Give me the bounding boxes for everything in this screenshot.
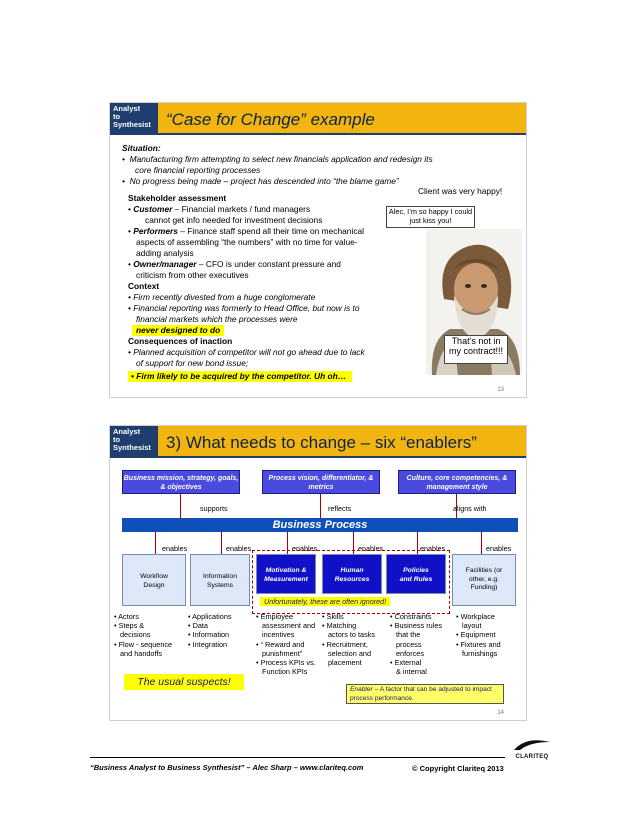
list-item: • Information (188, 630, 230, 640)
footer-rule (90, 757, 505, 758)
list-item: • Applications (188, 612, 232, 621)
list-item: process (396, 639, 422, 649)
enables-label: enables (358, 544, 384, 553)
situation-item: core financial reporting processes (135, 165, 261, 175)
header-tag (110, 426, 158, 458)
mission-box: Business mission, strategy, goals, & objectives (122, 470, 240, 494)
list-item: actors to tasks (328, 630, 376, 640)
stakeholder-label: Stakeholder assessment (128, 193, 227, 203)
consequences-item: of support for new bond issue; (136, 358, 249, 368)
list-motivation (256, 612, 316, 676)
situation-label: Situation: (122, 143, 161, 153)
usual-suspects-note: The usual suspects! (124, 674, 244, 690)
list-item: • Business rules (390, 621, 443, 631)
tag-line: to (113, 112, 121, 121)
owner-line: • Owner/manager – CFO is under constant pressure and (128, 259, 341, 269)
list-facilities (456, 612, 501, 658)
enables-label: enables (486, 544, 512, 553)
list-item: selection and (328, 648, 372, 658)
ignored-note: Unfortunately, these are often ignored! (260, 597, 390, 606)
slide-six-enablers (109, 425, 527, 721)
arrow-up (221, 532, 222, 554)
enabler-facilities: Facilities (or other, e.g. Funding) (452, 554, 516, 606)
enabler-human-resources: Human Resources (322, 554, 382, 594)
enabler-policies-rules: Policies and Rules (386, 554, 446, 594)
list-item: enforces (396, 648, 424, 658)
enables-label: enables (162, 544, 188, 553)
footer-copyright: © Copyright Clariteq 2013 (412, 764, 504, 773)
list-item: Function KPIs (262, 667, 308, 677)
aligns-with-label: aligns with (453, 504, 487, 513)
list-item: and handoffs (120, 648, 163, 658)
situation-item: • No progress being made – project has descended into “the blame game” (122, 176, 399, 186)
culture-box: Culture, core competencies, & management style (398, 470, 516, 494)
slide-title: 3) What needs to change – six “enablers” (166, 433, 477, 452)
list-item: • “ Reward and (256, 639, 305, 649)
list-human-resources (322, 612, 375, 667)
footer-citation: “Business Analyst to Business Synthesist” – Alec Sharp – www.clariteq.com (90, 763, 364, 772)
customer-line: cannot get info needed for investment decisions (145, 215, 323, 225)
context-label: Context (128, 281, 160, 291)
list-item: • External (390, 658, 422, 668)
enables-label: enables (292, 544, 318, 553)
enabler-definition-box: Enabler – A factor that can be adjusted to impact process performance. (346, 684, 504, 704)
list-workflow (114, 612, 172, 658)
list-item: • Skills (322, 612, 344, 621)
enabler-workflow-design: Workflow Design (122, 554, 186, 606)
list-item: • Employee (256, 612, 294, 621)
list-item: • Equipment (456, 630, 496, 640)
performers-line: adding analysis (136, 248, 194, 258)
list-item: placement (328, 658, 362, 668)
supports-label: supports (200, 504, 228, 513)
never-designed-highlight: never designed to do (132, 325, 224, 336)
reflects-label: reflects (328, 504, 352, 513)
final-item-highlight: • Firm likely to be acquired by the competitor. Uh oh… (128, 371, 352, 382)
list-item: • Recruitment, (322, 639, 368, 649)
tag-line: Synthesist (113, 443, 151, 452)
context-item: • Financial reporting was formerly to Head Office, but now is to (128, 303, 360, 313)
tag-line: to (113, 435, 121, 444)
page-number: 14 (497, 710, 504, 716)
arrow-up (180, 494, 181, 518)
customer-line: • Customer – Financial markets / fund managers (128, 204, 311, 214)
slide-case-for-change (109, 102, 527, 398)
slide-header (110, 103, 526, 135)
process-vision-box: Process vision, differentiator, & metrics (262, 470, 380, 494)
list-item: incentives (262, 630, 295, 640)
clariteq-logo (512, 738, 552, 760)
performers-line: aspects of assembling “the numbers” with no time for value- (136, 237, 358, 247)
enabler-information-systems: Information Systems (190, 554, 250, 606)
list-item: • Constraints (390, 612, 432, 621)
situation-item: • Manufacturing firm attempting to select new financials application and redesign its (122, 154, 433, 164)
list-item: assessment and (262, 621, 316, 631)
speech-bubble-happy: Alec, I’m so happy I could just kiss you! (386, 206, 475, 228)
list-item: • Workplace (456, 612, 495, 621)
speech-bubble-contract: That’s not in my contract!!! (444, 335, 508, 364)
tag-line: Analyst (113, 104, 141, 113)
list-policies (390, 612, 442, 676)
list-item: punishment” (262, 648, 303, 658)
header-tag (110, 103, 158, 135)
context-item: • Firm recently divested from a huge conglomerate (128, 292, 316, 302)
list-item: decisions (120, 630, 151, 640)
slide-header (110, 426, 526, 458)
list-item: that the (396, 630, 421, 640)
enables-label: enables (420, 544, 446, 553)
owner-line: criticism from other executives (136, 270, 249, 280)
slide-title: “Case for Change” example (166, 110, 375, 129)
logo-text: CLARITEQ (515, 754, 549, 760)
list-item: • Integration (188, 639, 228, 649)
performers-line: • Performers – Finance staff spend all their time on mechanical (128, 226, 365, 236)
list-item: • Data (188, 621, 208, 631)
enables-label: enables (226, 544, 252, 553)
list-item: • Fixtures and (456, 639, 501, 649)
client-note: Client was very happy! (418, 186, 503, 196)
logo-mark-icon (512, 738, 552, 752)
list-information (188, 612, 232, 649)
tag-line: Analyst (113, 427, 141, 436)
list-item: • Matching (322, 621, 357, 631)
consequences-label: Consequences of inaction (128, 336, 233, 346)
tag-line: Synthesist (113, 120, 151, 129)
enabler-motivation-measurement: Motivation & Measurement (256, 554, 316, 594)
arrow-up (481, 532, 482, 554)
arrow-up (320, 494, 321, 518)
list-item: layout (462, 621, 482, 631)
business-process-bar: Business Process (122, 518, 518, 532)
list-item: • Steps & (114, 621, 145, 631)
list-item: • Actors (114, 612, 139, 621)
list-item: furnishings (462, 648, 498, 658)
list-item: • Process KPIs vs. (256, 658, 316, 668)
page-number: 13 (497, 387, 504, 393)
arrow-up (155, 532, 156, 554)
consequences-item: • Planned acquisition of competitor will not go ahead due to lack (128, 347, 365, 357)
list-item: • Flow - sequence (114, 639, 173, 649)
list-item: & internal (396, 667, 427, 677)
context-item: financial markets which the processes were (136, 314, 298, 324)
